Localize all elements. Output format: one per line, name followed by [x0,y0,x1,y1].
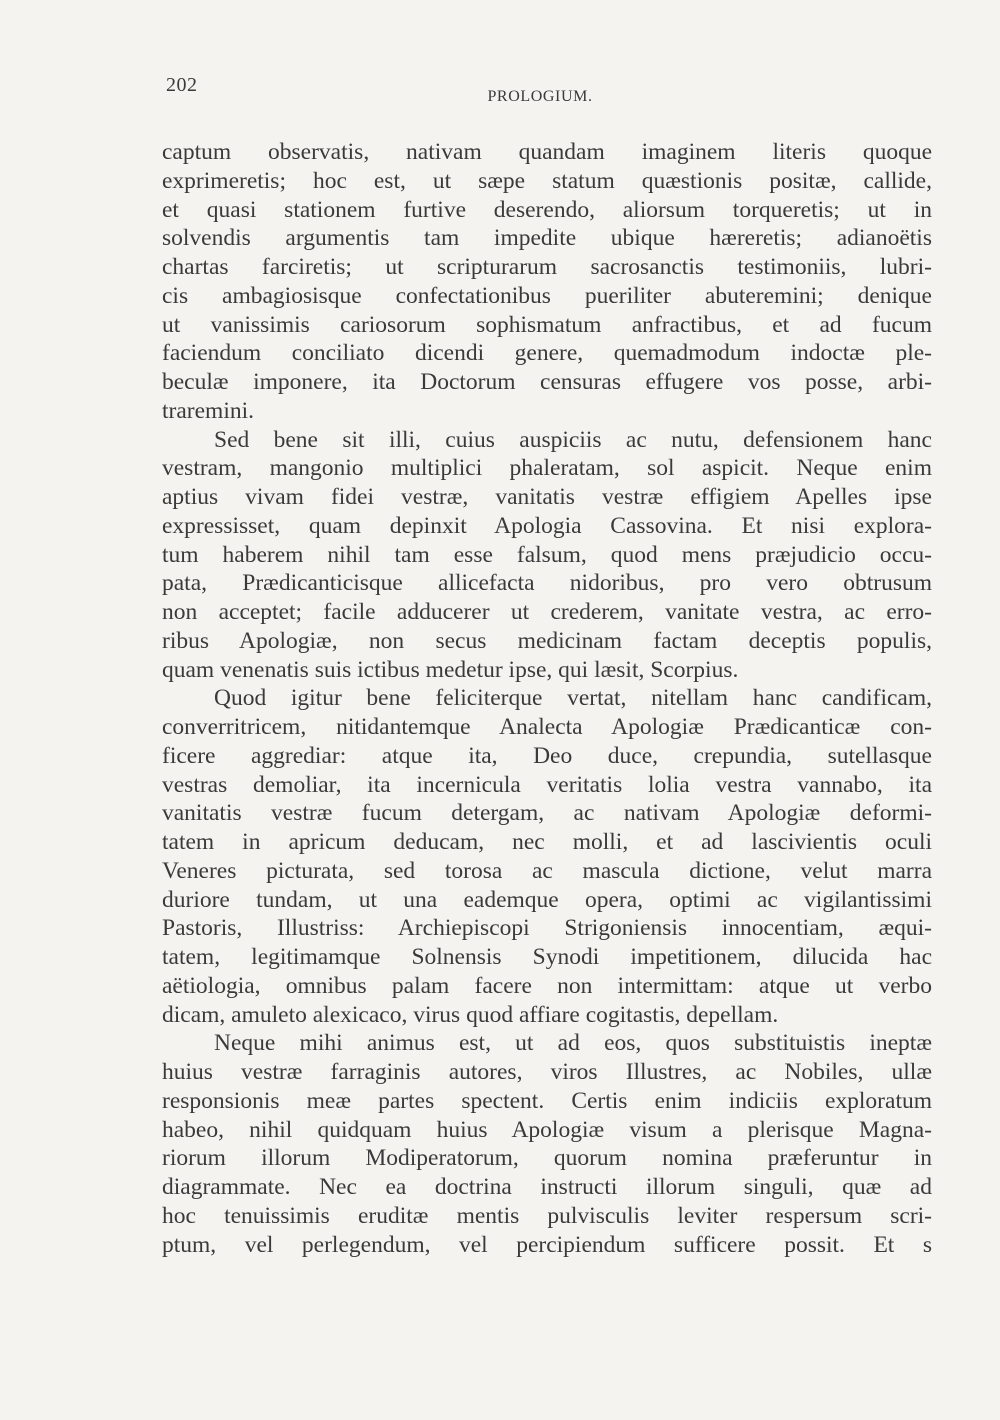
text-line: Quod igitur bene feliciterque vertat, nitellam hanc candificam, [214,685,932,712]
text-line: aëtiologia, omnibus palam facere non intermittam: atque ut verbo [162,972,932,999]
text-line: Veneres picturata, sed torosa ac mascula dictione, velut marra [162,857,932,884]
text-line: et quasi stationem furtive deserendo, aliorsum torqueretis; ut in [162,196,932,223]
text-line: ficere aggrediar: atque ita, Deo duce, crepundia, sutellasque [162,742,932,769]
text-line: hoc tenuissimis eruditæ mentis pulvisculis leviter respersum scri- [162,1202,932,1229]
text-line: quam venenatis suis ictibus medetur ipse, qui læsit, Scorpius. [162,656,739,683]
text-line: beculæ imponere, ita Doctorum censuras effugere vos posse, arbi- [162,369,932,395]
text-line: Pastoris, Illustriss: Archiepiscopi Strigoniensis innocentiam, æqui- [162,915,932,942]
running-head [0,88,1000,106]
text-line: riorum illorum Modiperatorum, quorum nomina præferuntur in [162,1145,932,1172]
text-line: solvendis argumentis tam impedite ubique hæreretis; adianoëtis [162,225,932,252]
text-line: duriore tundam, ut una eademque opera, optimi ac vigilantissimi [162,886,932,913]
text-line: diagrammate. Nec ea doctrina instructi illorum singuli, quæ ad [162,1174,932,1200]
text-line: exprimeretis; hoc est, ut sæpe statum quæstionis positæ, callide, [162,167,932,194]
text-line: expressisset, quam depinxit Apologia Cassovina. Et nisi explora- [162,512,932,539]
text-line: ribus Apologiæ, non secus medicinam factam deceptis populis, [162,627,932,654]
text-line: traremini. [162,397,255,424]
text-line: non acceptet; facile adducerer ut crederem, vanitate vestra, ac erro- [162,599,932,625]
text-line: vanitatis vestræ fucum detergam, ac nativam Apologiæ deformi- [162,800,932,827]
text-line: huius vestræ farraginis autores, viros Illustres, ac Nobiles, ullæ [162,1059,932,1085]
body-text [162,138,932,1259]
text-line: tum haberem nihil tam esse falsum, quod mens præjudicio occu- [162,541,932,568]
text-line: captum observatis, nativam quandam imaginem literis quoque [162,139,932,165]
text-line: pata, Prædicanticisque allicefacta nidoribus, pro vero obtrusum [162,570,932,597]
text-line: Neque mihi animus est, ut ad eos, quos substituistis ineptæ [214,1030,932,1057]
text-line: vestras demoliar, ita incernicula veritatis lolia vestra vannabo, ita [162,771,932,798]
text-line: ptum, vel perlegendum, vel percipiendum sufficere possit. Et s [162,1231,932,1258]
text-line: chartas farciretis; ut scripturarum sacrosanctis testimoniis, lubri- [162,254,932,280]
text-line: tatem in apricum deducam, nec molli, et ad lascivientis oculi [162,829,932,855]
text-line: faciendum conciliato dicendi genere, quemadmodum indoctæ ple- [162,340,932,367]
text-line: dicam, amuleto alexicaco, virus quod affiare cogitastis, depellam. [162,1001,779,1028]
text-line: responsionis meæ partes spectent. Certis enim indiciis exploratum [162,1087,932,1114]
page-number: 202 [166,74,198,96]
text-line: cis ambagiosisque confectationibus pueriliter abuteremini; denique [162,282,932,309]
text-line: habeo, nihil quidquam huius Apologiæ visum a plerisque Magna- [162,1116,932,1143]
text-line: converritricem, nitidantemque Analecta Apologiæ Prædicanticæ con- [162,714,932,740]
text-line: aptius vivam fidei vestræ, vanitatis vestræ effigiem Apelles ipse [162,484,932,510]
running-title: PROLOGIUM. [487,88,593,105]
text-line: tatem, legitimamque Solnensis Synodi impetitionem, dilucida hac [162,944,932,970]
text-line: Sed bene sit illi, cuius auspiciis ac nutu, defensionem hanc [214,426,932,453]
text-line: ut vanissimis cariosorum sophismatum anfractibus, et ad fucum [162,311,932,338]
text-line: vestram, mangonio multiplici phaleratam, sol aspicit. Neque enim [162,455,932,482]
